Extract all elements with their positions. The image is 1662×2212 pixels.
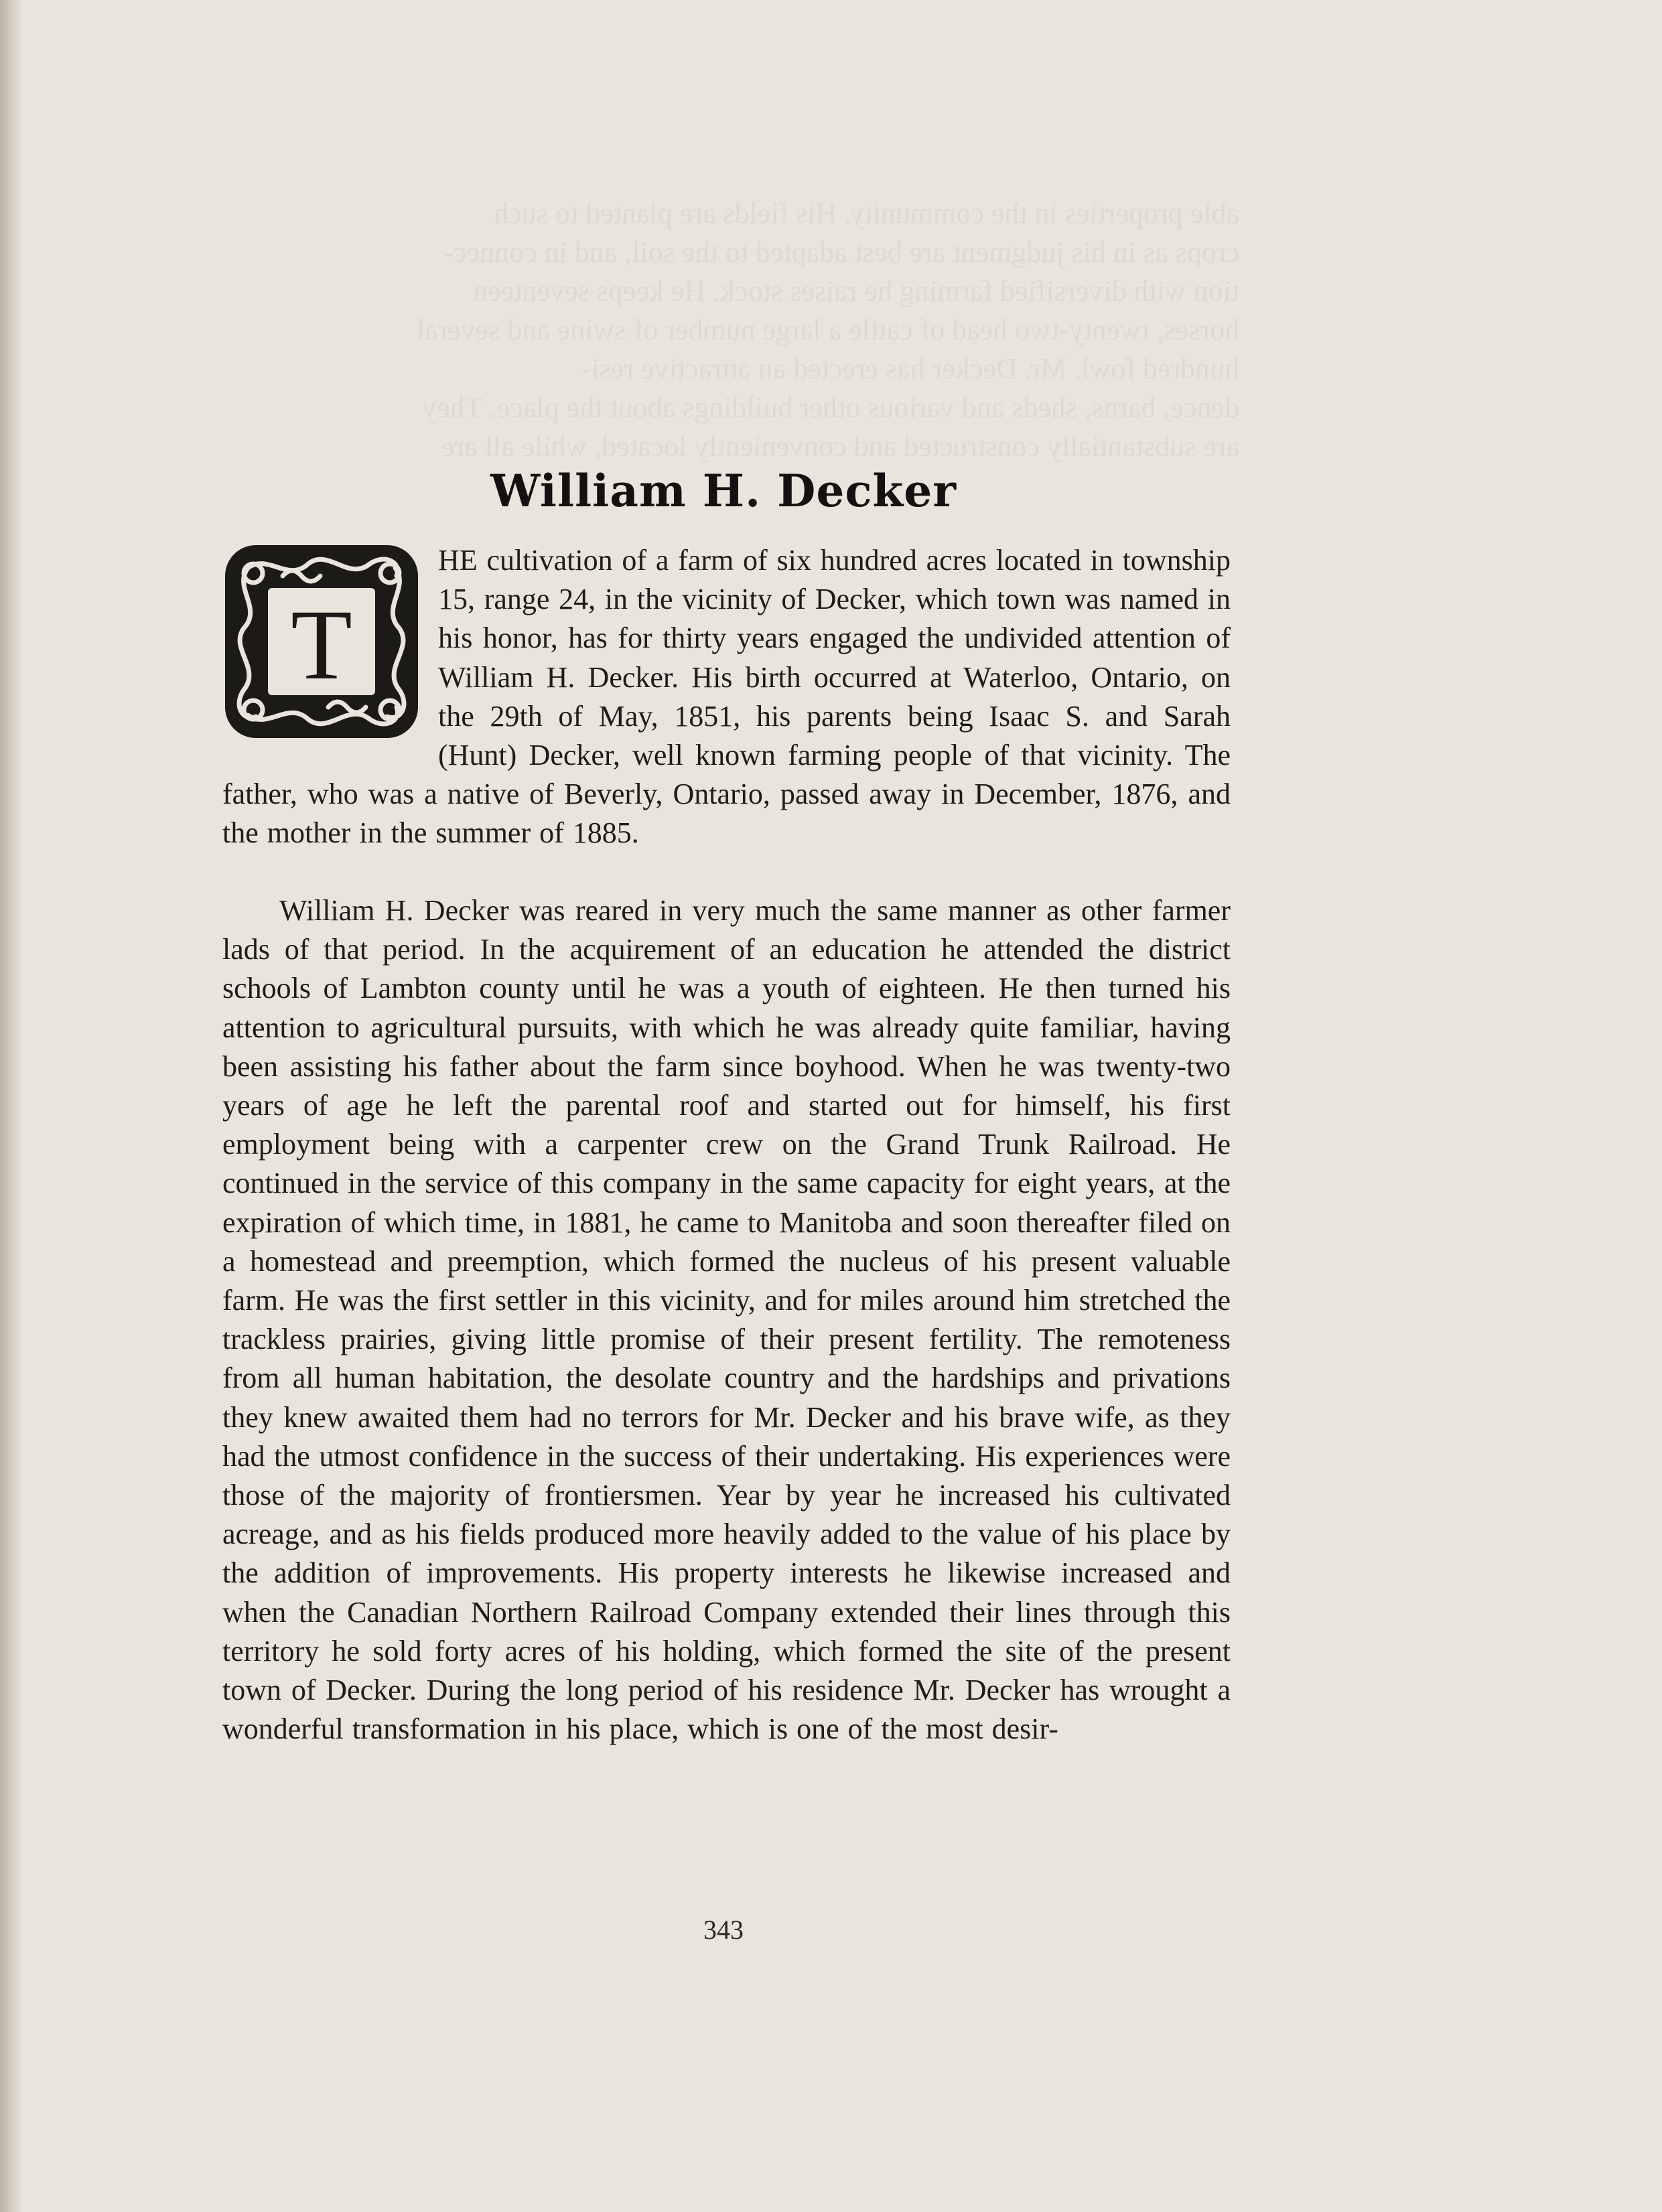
paragraph-1 [222,541,1231,853]
drop-cap-spacer [222,541,438,770]
paragraph-1-text: HE cultivation of a farm of six hundred acres located in township 15, range 24, in the vicinity of Decker, which town was named in his honor, has for thirty years engaged the undivided attention of William H. Decker. His birth occurred at Waterloo, Ontario, on the 29th of May, 1851, his parents being Isaac S. and Sarah (Hunt) Decker, well known farming people of that vicinity. The father, who was a native of Beverly, Ontario, passed away in December, 1876, and the mother in the summer of 1885. [222,544,1231,850]
show-through-text: able properties in the community. His fields are planted to such crops as in his judgment are best adapted to the soil, and in connec- tion with diversified farming he raises stock. He keeps seventeen horses, twenty-two head of cattle a large number of swine and several hundred fowl. Mr. Decker has erected an attractive resi- dence, barns, sheds and various other buildings about the place. They are substantially constructed and conveniently located, while all are [416,197,1239,463]
page-title: William H. Decker [490,465,957,518]
paragraph-2: William H. Decker was reared in very much the same manner as other farmer lads of that period. In the acquirement of an education he attended the district schools of Lambton county until he was a youth of eighteen. He then turned his attention to agricultural pursuits, with which he was already quite familiar, having been assisting his father about the farm since boyhood. When he was twenty-two years of age he left the parental roof and started out for himself, his first employment being with a carpenter crew on the Grand Trunk Railroad. He continued in the service of this company in the same capacity for eight years, at the expiration of which time, in 1881, he came to Manitoba and soon thereafter filed on a homestead and preemption, which formed the nucleus of his present valuable farm. He was the first settler in this vicinity, and for miles around him stretched the trackless prairies, giving little promise of their present fertility. The remoteness from all human habitation, the desolate country and the hardships and privations they knew awaited them had no terrors for Mr. Decker and his brave wife, as they had the utmost confidence in the success of their undertaking. His experiences were those of the majority of frontiersmen. Year by year he increased his cultivated acreage, and as his fields produced more heavily added to the value of his place by the addition of improvements. His property interests he likewise increased and when the Canadian Northern Railroad Company extended their lines through this territory he sold forty acres of his holding, which formed the site of the present town of Decker. During the long period of his residence Mr. Decker has wrought a wonderful transformation in his place, which is one of the most desir- [222,894,1231,1746]
page-number: 343 [703,1915,744,1945]
drop-cap-letter: T [291,589,352,701]
page-edge [0,0,23,2212]
